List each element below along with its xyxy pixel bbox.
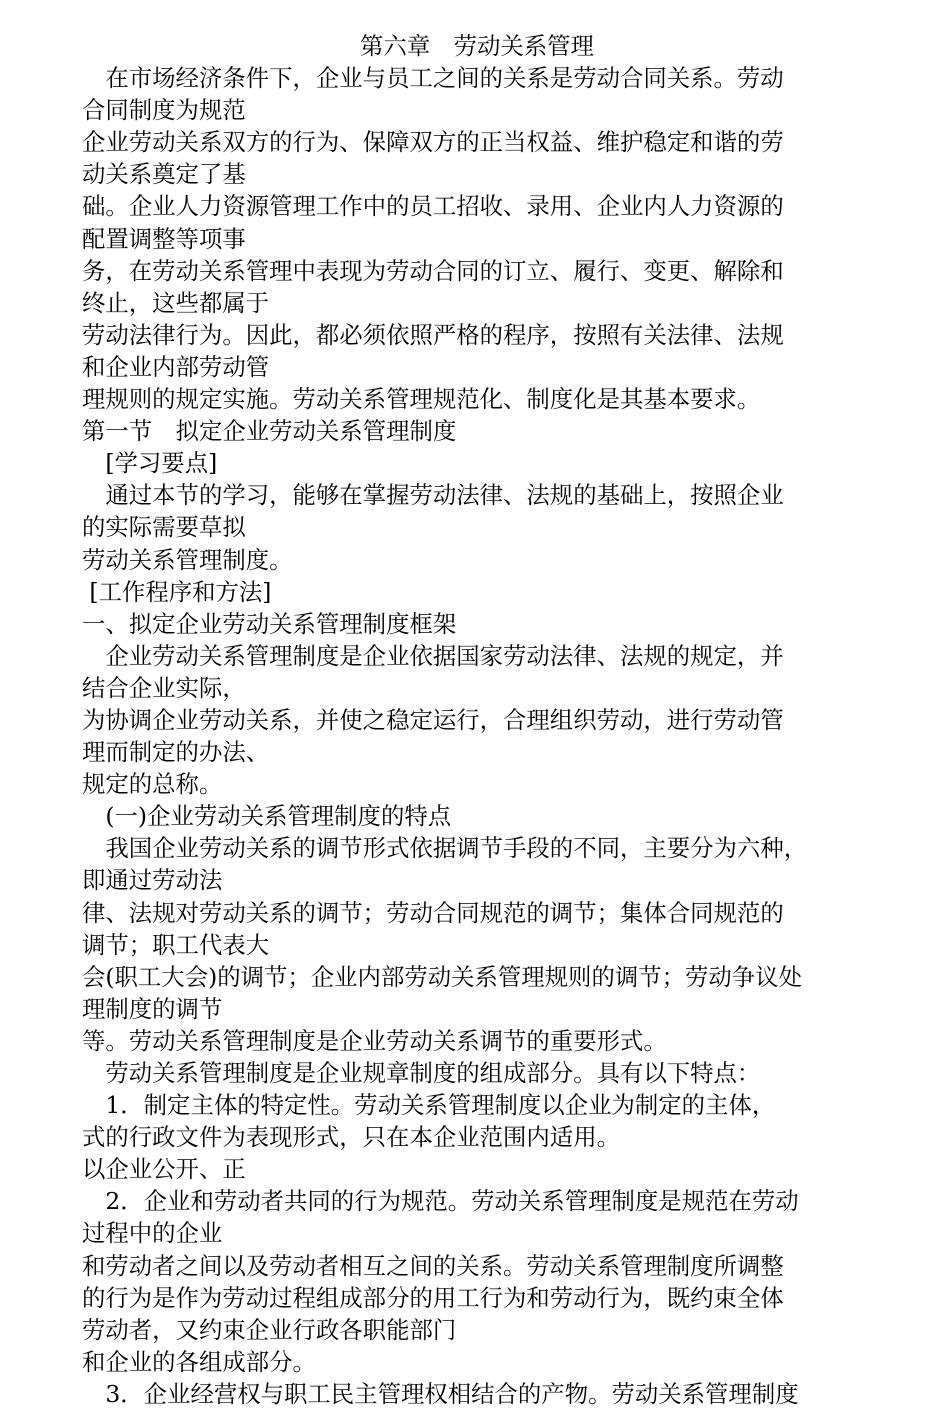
text-line: 结合企业实际， <box>82 673 246 702</box>
text-line: [学习要点] <box>82 449 218 478</box>
text-line: 企业劳动关系管理制度是企业依据国家劳动法律、法规的规定，并 <box>82 641 784 670</box>
text-line: [工作程序和方法] <box>82 577 272 606</box>
text-line: 务，在劳动关系管理中表现为劳动合同的订立、履行、变更、解除和 <box>82 256 784 285</box>
chapter-title: 第六章 劳动关系管理 <box>360 32 594 60</box>
text-line: 规定的总称。 <box>82 770 223 799</box>
document-body <box>82 62 872 1410</box>
text-line: 劳动关系管理制度是企业规章制度的组成部分。具有以下特点： <box>82 1059 761 1087</box>
text-line: 劳动法律行为。因此，都必须依照严格的程序，按照有关法律、法规 <box>82 320 784 349</box>
text-line: 第一节 拟定企业劳动关系管理制度 <box>82 417 457 446</box>
document-page <box>82 30 872 1410</box>
text-line: 我国企业劳动关系的调节形式依据调节手段的不同，主要分为六种， <box>82 834 808 863</box>
text-line: 即通过劳动法 <box>82 866 223 895</box>
text-line: 为协调企业劳动关系，并使之稳定运行，合理组织劳动，进行劳动管 <box>82 705 784 734</box>
text-line: 以企业公开、正 <box>82 1155 246 1184</box>
text-line: 过程中的企业 <box>82 1219 223 1248</box>
text-line: 理制度的调节 <box>82 994 223 1023</box>
text-line: 律、法规对劳动关系的调节；劳动合同规范的调节；集体合同规范的 <box>82 898 784 927</box>
text-line: 2．企业和劳动者共同的行为规范。劳动关系管理制度是规范在劳动 <box>82 1187 799 1216</box>
text-line: 和企业内部劳动管 <box>82 352 270 381</box>
text-line: 一、拟定企业劳动关系管理制度框架 <box>82 609 457 638</box>
text-line: 配置调整等项事 <box>82 224 246 253</box>
text-line: 3．企业经营权与职工民主管理权相结合的产物。劳动关系管理制度 <box>82 1379 799 1408</box>
text-line: 劳动者，又约束企业行政各职能部门 <box>82 1315 457 1344</box>
text-line: 理规则的规定实施。劳动关系管理规范化、制度化是其基本要求。 <box>82 385 761 414</box>
text-line: 的行为是作为劳动过程组成部分的用工行为和劳动行为，既约束全体 <box>82 1283 784 1312</box>
text-line: 通过本节的学习，能够在掌握劳动法律、法规的基础上，按照企业 <box>82 481 784 510</box>
text-line: 式的行政文件为表现形式，只在本企业范围内适用。 <box>82 1123 620 1152</box>
text-line: 和企业的各组成部分。 <box>82 1347 316 1376</box>
text-line: 会(职工大会)的调节；企业内部劳动关系管理规则的调节；劳动争议处 <box>82 962 802 991</box>
text-line: 等。劳动关系管理制度是企业劳动关系调节的重要形式。 <box>82 1026 667 1055</box>
text-line: 劳动关系管理制度。 <box>82 545 293 574</box>
text-line: 终止，这些都属于 <box>82 288 270 317</box>
text-line: 理而制定的办法、 <box>82 738 270 767</box>
text-line: (一)企业劳动关系管理制度的特点 <box>82 802 452 831</box>
text-line: 和劳动者之间以及劳动者相互之间的关系。劳动关系管理制度所调整 <box>82 1251 784 1280</box>
text-line: 在市场经济条件下，企业与员工之间的关系是劳动合同关系。劳动 <box>82 64 784 93</box>
text-line: 动关系奠定了基 <box>82 160 246 189</box>
text-line: 合同制度为规范 <box>82 96 246 125</box>
text-line: 企业劳动关系双方的行为、保障双方的正当权益、维护稳定和谐的劳 <box>82 128 784 157</box>
text-line: 础。企业人力资源管理工作中的员工招收、录用、企业内人力资源的 <box>82 192 784 221</box>
text-line: 的实际需要草拟 <box>82 513 246 542</box>
text-line: 1．制定主体的特定性。劳动关系管理制度以企业为制定的主体， <box>82 1091 776 1120</box>
text-line: 调节；职工代表大 <box>82 930 270 959</box>
